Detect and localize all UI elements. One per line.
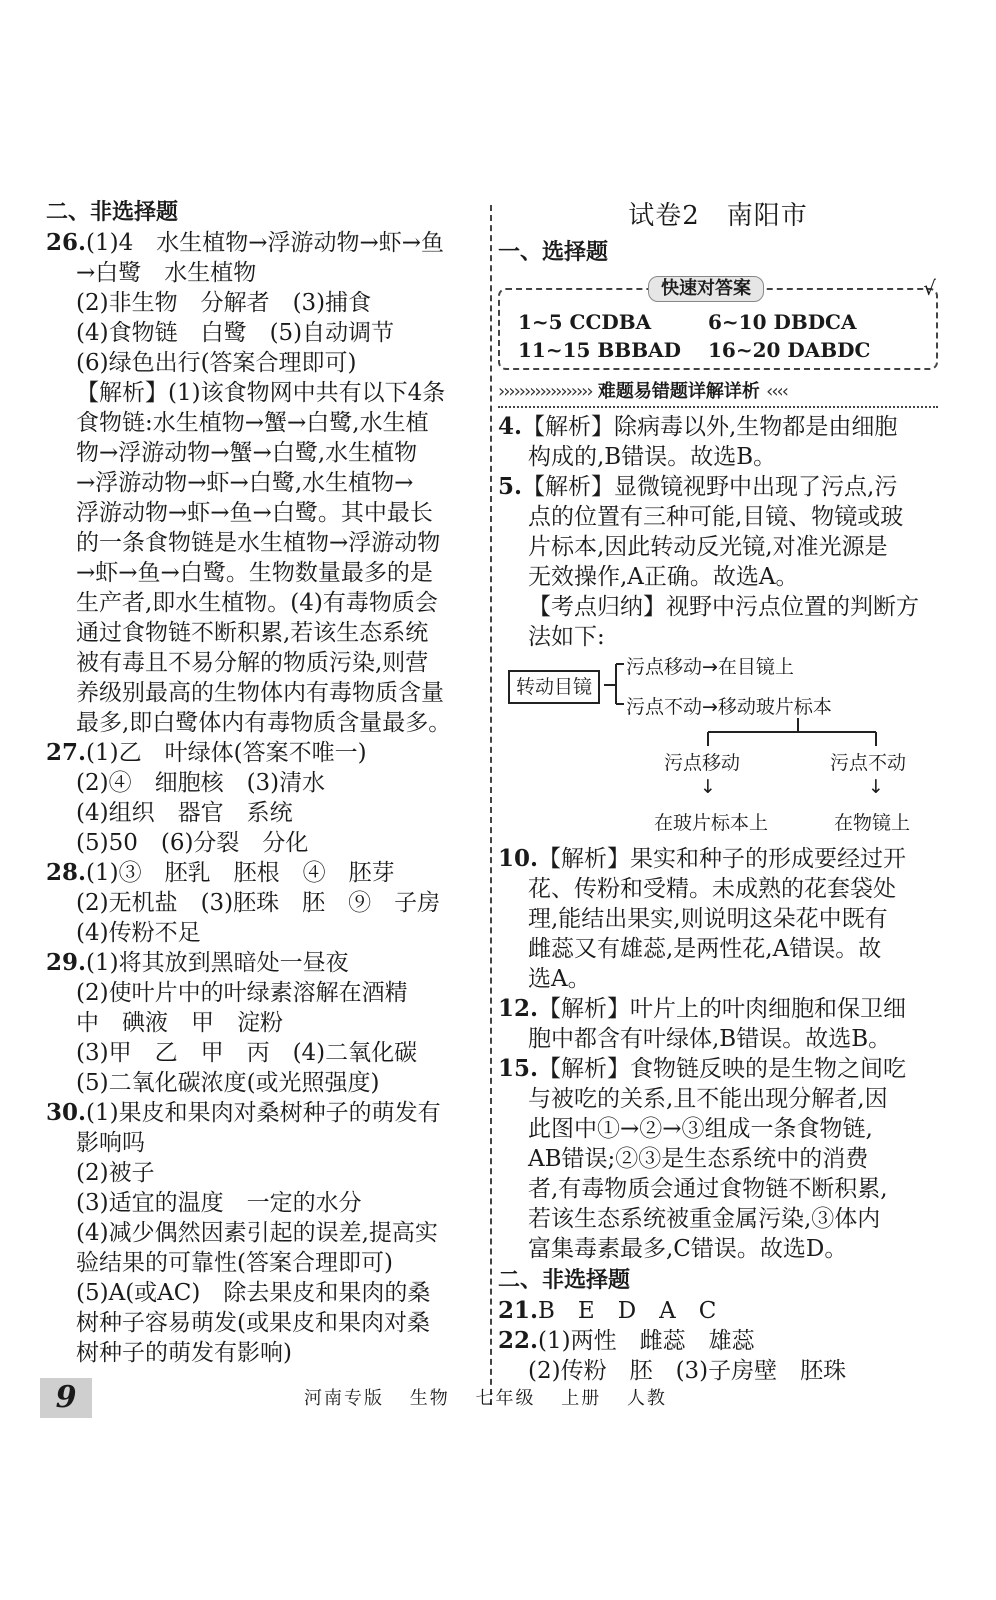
arrows-right-decor: ‹‹‹‹ <box>766 381 787 402</box>
answer-range-1-5: 1~5 CCDBA <box>518 310 652 334</box>
answer-line <box>46 828 486 858</box>
answer-line <box>46 888 486 918</box>
answer-line <box>498 844 938 874</box>
answer-line <box>46 858 486 888</box>
answer-line <box>498 1204 938 1234</box>
arrow-down-icon: ↓ <box>700 776 716 798</box>
answer-line <box>498 1084 938 1114</box>
answer-text: (2)无机盐 (3)胚珠 胚 ⑨ 子房 <box>76 890 441 916</box>
answer-text: (1)4 水生植物→浮游动物→虾→鱼 <box>86 230 445 256</box>
answer-line <box>498 442 938 472</box>
answer-line <box>498 1296 938 1326</box>
answer-text: 无效操作,A正确。故选A。 <box>528 564 799 590</box>
page-number: 9 <box>40 1378 92 1418</box>
answer-text: 片标本,因此转动反光镜,对准光源是 <box>528 534 888 560</box>
answer-range-16-20: 16~20 DABDC <box>708 338 871 362</box>
answer-text: 最多,即白鹭体内有毒物质含量最多。 <box>76 710 452 736</box>
answer-line <box>46 468 486 498</box>
answer-text: 影响吗 <box>76 1130 145 1156</box>
answer-line <box>46 948 486 978</box>
analysis-header <box>498 378 938 408</box>
answer-line <box>46 228 486 258</box>
answer-line <box>46 708 486 738</box>
sub-stain-moves: 污点移动 <box>664 752 741 774</box>
answer-line <box>46 318 486 348</box>
quick-answer-row-2 <box>518 338 898 362</box>
answer-text: (4)食物链 白鹭 (5)自动调节 <box>76 320 395 346</box>
footer-edition: 河南专版 <box>304 1388 384 1409</box>
analysis-header-label: 难题易错题详解详析 <box>597 381 760 402</box>
answer-line <box>46 738 486 768</box>
rotate-eyepiece-box: 转动目镜 <box>508 670 600 704</box>
answer-line <box>46 798 486 828</box>
answer-line <box>46 1308 486 1338</box>
answer-text: 理,能结出果实,则说明这朵花中既有 <box>528 906 888 932</box>
answer-line <box>498 994 938 1024</box>
question-number: 4. <box>498 413 523 440</box>
answer-line <box>46 558 486 588</box>
answer-line <box>498 1144 938 1174</box>
answer-line <box>498 964 938 994</box>
answer-line <box>46 768 486 798</box>
answer-line <box>46 528 486 558</box>
answer-text: 食物链:水生植物→蟹→白鹭,水生植 <box>76 410 429 436</box>
answer-line <box>46 678 486 708</box>
left-column <box>46 196 486 1368</box>
answer-text: 【解析】除病毒以外,生物都是由细胞 <box>522 414 898 440</box>
answer-line <box>46 378 486 408</box>
question-number: 10. <box>498 845 539 872</box>
answer-text: (4)组织 器官 系统 <box>76 800 293 826</box>
answer-text: 树种子的萌发有影响) <box>76 1340 292 1366</box>
answer-text: 构成的,B错误。故选B。 <box>528 444 777 470</box>
right-analysis-lines-b <box>498 844 938 1264</box>
answer-text: (2)非生物 分解者 (3)捕食 <box>76 290 372 316</box>
answer-text: AB错误;②③是生态系统中的消费 <box>528 1146 869 1172</box>
answer-text: (1)果皮和果肉对桑树种子的萌发有 <box>86 1100 441 1126</box>
answer-text: 验结果的可靠性(答案合理即可) <box>76 1250 393 1276</box>
answer-line <box>498 412 938 442</box>
question-number: 5. <box>498 473 523 500</box>
answer-text: 的一条食物链是水生植物→浮游动物 <box>76 530 441 556</box>
right-column <box>498 196 938 1386</box>
section-title-non-choice-right: 二、非选择题 <box>498 1267 631 1293</box>
answer-line <box>498 532 938 562</box>
right-answer-lines-c <box>498 1296 938 1386</box>
answer-text: 【考点归纳】视野中污点位置的判断方 <box>528 594 919 620</box>
answer-line <box>498 1174 938 1204</box>
answer-line <box>46 1158 486 1188</box>
answer-text: 【解析】(1)该食物网中共有以下4条 <box>76 380 446 406</box>
answer-text: 通过食物链不断积累,若该生态系统 <box>76 620 429 646</box>
answer-text: (2)被子 <box>76 1160 155 1186</box>
answer-line <box>46 408 486 438</box>
answer-text: 物→浮游动物→蟹→白鹭,水生植物 <box>76 440 418 466</box>
question-number: 30. <box>46 1099 87 1126</box>
stain-position-diagram <box>498 652 938 844</box>
answer-line <box>46 1188 486 1218</box>
answer-text: 点的位置有三种可能,目镜、物镜或玻 <box>528 504 904 530</box>
answer-line <box>498 502 938 532</box>
answer-line <box>498 904 938 934</box>
section-title-non-choice: 二、非选择题 <box>46 199 179 225</box>
footer-volume: 上册 <box>561 1388 602 1409</box>
answer-line <box>498 622 938 652</box>
answer-text: (3)适宜的温度 一定的水分 <box>76 1190 362 1216</box>
answer-text: 若该生态系统被重金属污染,③体内 <box>528 1206 881 1232</box>
question-number: 29. <box>46 949 87 976</box>
answer-line <box>46 1128 486 1158</box>
answer-line <box>46 648 486 678</box>
answer-text: →虾→鱼→白鹭。生物数量最多的是 <box>76 560 433 586</box>
answer-line <box>46 918 486 948</box>
answer-text: 此图中①→②→③组成一条食物链, <box>528 1116 873 1142</box>
answer-text: 法如下: <box>528 624 605 650</box>
answer-text: →浮游动物→虾→白鹭,水生植物→ <box>76 470 414 496</box>
answer-range-11-15: 11~15 BBBAD <box>518 338 681 362</box>
page-footer <box>40 1378 950 1418</box>
answer-line <box>498 472 938 502</box>
sub-stain-static: 污点不动 <box>830 752 907 774</box>
question-number: 28. <box>46 859 87 886</box>
answer-text: (5)二氧化碳浓度(或光照强度) <box>76 1070 380 1096</box>
answer-text: 富集毒素最多,C错误。故选D。 <box>528 1236 848 1262</box>
question-number: 26. <box>46 229 87 256</box>
answer-text: 【解析】叶片上的叶肉细胞和保卫细 <box>538 996 907 1022</box>
answer-line <box>46 438 486 468</box>
arrow-down-icon: ↓ <box>868 776 884 798</box>
answer-text: (4)传粉不足 <box>76 920 201 946</box>
answer-text: 胞中都含有叶绿体,B错误。故选B。 <box>528 1026 892 1052</box>
answer-line <box>46 1278 486 1308</box>
answer-text: (4)减少偶然因素引起的误差,提高实 <box>76 1220 438 1246</box>
answer-line <box>46 258 486 288</box>
answer-text: 树种子容易萌发(或果皮和果肉对桑 <box>76 1310 430 1336</box>
answer-text: 与被吃的关系,且不能出现分解者,因 <box>528 1086 888 1112</box>
quick-answer-box <box>498 276 938 372</box>
question-number: 12. <box>498 995 539 1022</box>
answer-text: 选A。 <box>528 966 591 992</box>
answer-text: 【解析】食物链反映的是生物之间吃 <box>538 1056 907 1082</box>
answer-line <box>46 1338 486 1368</box>
quick-answer-label: 快速对答案 <box>648 276 764 302</box>
answer-text: 雌蕊又有雄蕊,是两性花,A错误。故 <box>528 936 882 962</box>
answer-text: 生产者,即水生植物。(4)有毒物质会 <box>76 590 438 616</box>
answer-text: (2)传粉 胚 (3)子房壁 胚珠 <box>528 1358 847 1384</box>
check-icon: √ <box>923 276 936 300</box>
answer-line <box>498 934 938 964</box>
result-on-slide: 在玻片标本上 <box>654 812 769 834</box>
answer-text: →白鹭 水生植物 <box>76 260 257 286</box>
answer-text: 浮游动物→虾→鱼→白鹭。其中最长 <box>76 500 433 526</box>
branch-stain-moves: 污点移动→在目镜上 <box>626 656 794 678</box>
answer-line <box>46 1008 486 1038</box>
answer-line <box>498 1326 938 1356</box>
question-number: 22. <box>498 1327 539 1354</box>
branch-stain-static: 污点不动→移动玻片标本 <box>626 696 832 718</box>
answer-line <box>498 1054 938 1084</box>
answer-line <box>46 288 486 318</box>
answer-text: (1)乙 叶绿体(答案不唯一) <box>86 740 367 766</box>
answer-line <box>46 1068 486 1098</box>
arrows-left-decor: ›››››››››››››››››› <box>498 381 592 402</box>
result-on-objective: 在物镜上 <box>834 812 911 834</box>
answer-line <box>498 874 938 904</box>
answer-text: (2)使叶片中的叶绿素溶解在酒精 <box>76 980 408 1006</box>
section-title-choice: 一、选择题 <box>498 239 609 265</box>
left-answer-lines <box>46 228 486 1368</box>
answer-line <box>498 1234 938 1264</box>
answer-text: (3)甲 乙 甲 丙 (4)二氧化碳 <box>76 1040 418 1066</box>
column-divider <box>490 205 492 1405</box>
answer-line <box>46 1038 486 1068</box>
answer-line <box>46 618 486 648</box>
answer-line <box>498 1024 938 1054</box>
question-number: 15. <box>498 1055 539 1082</box>
answer-text: 【解析】果实和种子的形成要经过开 <box>538 846 907 872</box>
answer-line <box>46 1098 486 1128</box>
answer-line <box>498 592 938 622</box>
answer-text: (5)A(或AC) 除去果皮和果肉的桑 <box>76 1280 431 1306</box>
answer-text: (1)③ 胚乳 胚根 ④ 胚芽 <box>86 860 395 886</box>
answer-text: (1)两性 雌蕊 雄蕊 <box>538 1328 755 1354</box>
footer-publisher: 人教 <box>626 1388 667 1409</box>
answer-line <box>46 498 486 528</box>
answer-line <box>46 588 486 618</box>
answer-text: (1)将其放到黑暗处一昼夜 <box>86 950 349 976</box>
footer-book-info <box>304 1384 685 1410</box>
answer-line <box>46 978 486 1008</box>
paper-title: 试卷2 南阳市 <box>628 201 808 231</box>
answer-line <box>498 562 938 592</box>
answer-line <box>46 348 486 378</box>
answer-line <box>498 1114 938 1144</box>
answer-text: 养级别最高的生物体内有毒物质含量 <box>76 680 444 706</box>
answer-range-6-10: 6~10 DBDCA <box>708 310 857 334</box>
answer-text: 被有毒且不易分解的物质污染,则营 <box>76 650 429 676</box>
answer-text: 【解析】显微镜视野中出现了污点,污 <box>522 474 898 500</box>
footer-grade: 七年级 <box>475 1388 536 1409</box>
answer-text: 者,有毒物质会通过食物链不断积累, <box>528 1176 888 1202</box>
answer-text: 中 碘液 甲 淀粉 <box>76 1010 283 1036</box>
quick-answer-row-1 <box>518 310 898 334</box>
answer-text: (6)绿色出行(答案合理即可) <box>76 350 357 376</box>
question-number: 21. <box>498 1297 539 1324</box>
answer-line <box>46 1248 486 1278</box>
right-analysis-lines-a <box>498 412 938 652</box>
answer-text: 花、传粉和受精。未成熟的花套袋处 <box>528 876 896 902</box>
question-number: 27. <box>46 739 87 766</box>
answer-text: (5)50 (6)分裂 分化 <box>76 830 309 856</box>
answer-text: B E D A C <box>538 1298 717 1324</box>
answer-text: (2)④ 细胞核 (3)清水 <box>76 770 326 796</box>
answer-line <box>46 1218 486 1248</box>
footer-subject: 生物 <box>409 1388 450 1409</box>
